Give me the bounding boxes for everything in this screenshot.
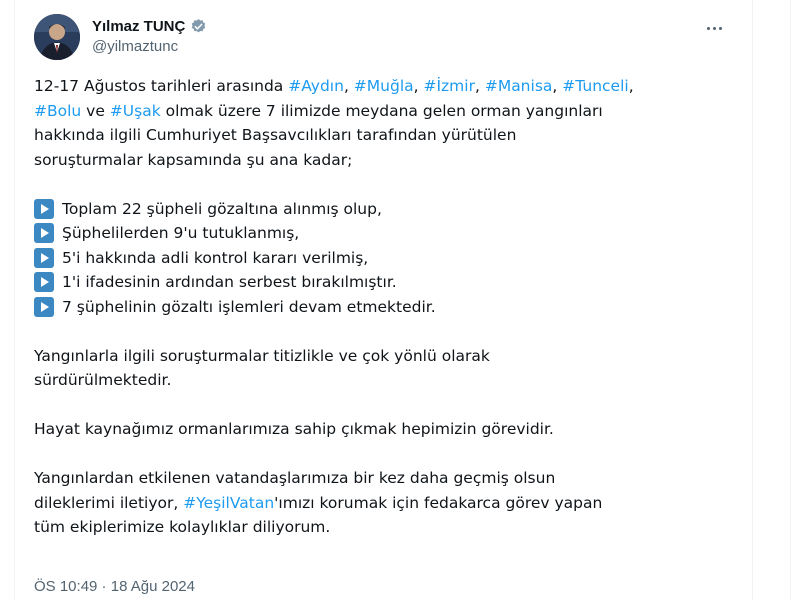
hashtag-manisa[interactable]: #Manisa: [484, 77, 553, 95]
sidebar-divider: [790, 0, 791, 600]
right-sidebar: [753, 0, 800, 600]
bullet-text: Şüphelilerden 9'u tutuklanmış,: [62, 224, 300, 242]
paragraph-wishes-line-2: [34, 491, 734, 516]
column-divider-left: [14, 0, 15, 600]
bullet-text: 7 şüphelinin gözaltı işlemleri devam etmektedir.: [62, 297, 436, 316]
play-button-icon: [34, 223, 54, 243]
intro-line-4: soruşturmalar kapsamında şu ana kadar;: [34, 150, 353, 169]
list-item: [34, 221, 734, 246]
tweet: [34, 12, 734, 595]
text-segment: 12-17 Ağustos tarihleri arasında: [34, 77, 289, 95]
tweet-text: [34, 74, 734, 540]
list-item: [34, 295, 734, 320]
hashtag-izmir[interactable]: #İzmir: [423, 77, 475, 95]
paragraph-wishes-line-3: tüm ekiplerimize kolaylıklar diliyorum.: [34, 518, 331, 536]
paragraph-investigation-line-2: sürdürülmektedir.: [34, 371, 172, 389]
text-segment: ,: [628, 77, 634, 95]
list-item: [34, 197, 734, 222]
bullet-text: 1'i ifadesinin ardından serbest bırakılmıştır.: [62, 273, 397, 291]
tweet-header: [34, 12, 734, 62]
more-options-button[interactable]: [702, 18, 726, 38]
play-button-icon: [34, 199, 54, 219]
hashtag-aydin[interactable]: #Aydın: [288, 77, 344, 95]
text-segment: ve: [81, 101, 110, 120]
list-item: [34, 270, 734, 295]
hashtag-yesilvatan[interactable]: #YeşilVatan: [183, 493, 275, 512]
tweet-timestamp: [34, 578, 195, 595]
paragraph-wishes-line-1: Yangınlardan etkilenen vatandaşlarımıza bir kez daha geçmiş olsun: [34, 469, 556, 487]
author-names: [92, 16, 207, 55]
intro-line-3: hakkında ilgili Cumhuriyet Başsavcılıkları tarafından yürütülen: [34, 126, 517, 144]
bullet-text: 5'i hakkında adli kontrol kararı verilmiş,: [62, 248, 369, 267]
text-segment: ,: [474, 77, 485, 95]
list-item: [34, 246, 734, 271]
display-name[interactable]: Yılmaz TUNÇ: [92, 17, 186, 35]
hashtag-usak[interactable]: #Uşak: [109, 101, 161, 120]
hashtag-mugla[interactable]: #Muğla: [353, 77, 414, 95]
date-link[interactable]: 18 Ağu 2024: [110, 578, 195, 595]
hashtag-tunceli[interactable]: #Tunceli: [562, 77, 629, 95]
display-name-row: [92, 16, 207, 36]
paragraph-forests: Hayat kaynağımız ormanlarımıza sahip çıkmak hepimizin görevidir.: [34, 420, 554, 438]
intro-line-2: [34, 99, 734, 124]
text-segment: ,: [552, 77, 563, 95]
text-segment: ,: [413, 77, 424, 95]
hashtag-bolu[interactable]: #Bolu: [34, 101, 82, 120]
bullet-text: Toplam 22 şüpheli gözaltına alınmış olup,: [62, 199, 382, 218]
time-link[interactable]: ÖS 10:49: [34, 578, 98, 595]
handle[interactable]: @yilmaztunc: [92, 38, 179, 55]
separator: ·: [97, 578, 111, 595]
more-horizontal-icon: [707, 27, 710, 30]
paragraph-investigation-line-1: Yangınlarla ilgili soruşturmalar titizlikle ve çok yönlü olarak: [34, 346, 490, 365]
verified-badge-icon[interactable]: [190, 18, 207, 35]
play-button-icon: [34, 297, 54, 317]
text-segment: 'ımızı korumak için fedakarca görev yapan: [274, 493, 603, 512]
text-segment: ,: [343, 77, 354, 95]
play-button-icon: [34, 248, 54, 268]
play-button-icon: [34, 272, 54, 292]
text-segment: olmak üzere 7 ilimizde meydana gelen orman yangınları: [160, 101, 603, 120]
avatar[interactable]: [34, 14, 80, 60]
intro-line-1: [34, 74, 734, 99]
text-segment: dileklerimi iletiyor,: [34, 493, 184, 512]
